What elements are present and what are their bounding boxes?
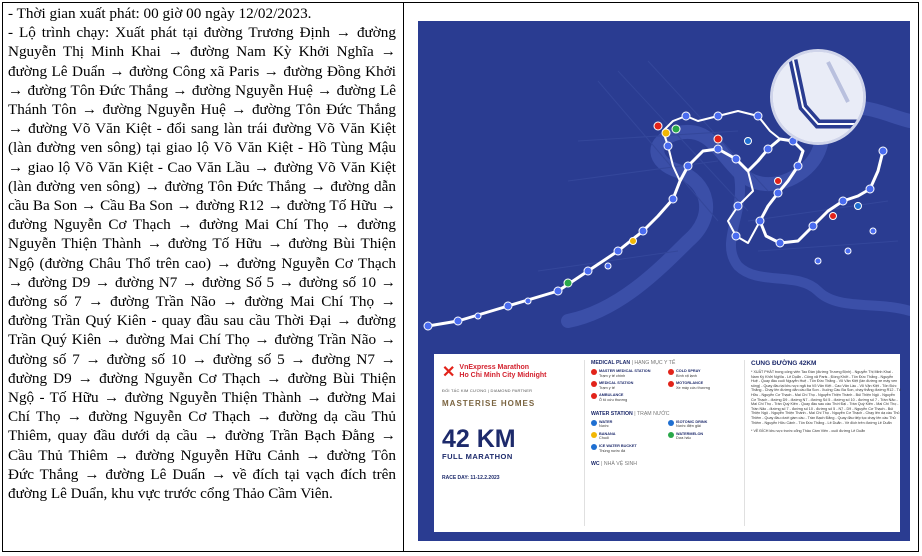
legend-sub: Thùng nước đá [599, 448, 626, 453]
legend-sub: Nước [599, 424, 609, 429]
medical-station-icon [591, 381, 597, 387]
legend-name: ISOTONIC DRINK [676, 419, 708, 424]
medical-icon [591, 369, 597, 375]
column-divider [403, 2, 404, 552]
water-title-text: WATER STATION [591, 410, 633, 417]
banana-icon [591, 432, 597, 438]
legend-item [591, 369, 664, 378]
legend-item [668, 420, 741, 429]
legend-sub: Chuối [599, 436, 609, 441]
legend-name: MOTORLANCE [676, 381, 704, 386]
legend-item [591, 393, 664, 402]
legend-name: BANANA [599, 431, 616, 436]
partner-label: ĐỐI TÁC KIM CƯƠNG | DIAMOND PARTNER [442, 388, 533, 393]
legend-sub: Trạm y tế [599, 385, 615, 390]
water-legend [591, 420, 741, 454]
brand-line [442, 362, 574, 382]
ambulance-icon [591, 393, 597, 399]
legend-item [591, 432, 664, 441]
legend-stations [584, 360, 741, 526]
route-legend-note: * VỀ ĐÍCH khu vực trước cổng Thảo Cầm Viên - cuối đường Lê Duẩn [751, 429, 866, 434]
legend-sub: Trạm y tế chính [599, 373, 626, 378]
start-time-text: - Thời gian xuất phát: 00 giờ 00 ngày 12/02/2023. [8, 5, 312, 22]
medical-sub-text: | HẠNG MỤC Y TẾ [631, 360, 676, 366]
sponsor-name: MASTERISE HOMES [442, 399, 536, 408]
water-station-title [591, 411, 741, 417]
route-text: - Lộ trình chạy: Xuất phát tại đường Trương Định → đường Nguyễn Thị Minh Khai → đường Nam Kỳ Khởi Nghĩa → đường Lê Duẩn → đường Công xã Paris → đường Đồng Khởi → đường Tôn Đức Thắng → đường Nguyễn Huệ → đường Lê Thánh Tôn → đường Nguyễn Huệ → đường Tôn Đức Thắng → đường Võ Văn Kiệt - đổi sang làn trái đường Võ Văn Kiệt (làn đường ven sông) tại giao lộ Võ Văn Kiệt - Hồ Tùng Mậu → giao lộ Võ Văn Kiệt - Cao Văn Lầu → đường Võ Văn Kiệt (làn đường ven sông) → đường Tôn Đức Thắng → đường dẫn cầu Ba Son → Cầu Ba Son → đường R12 → đường Tố Hữu → đường Nguyễn Cơ Thạch → đường Mai Chí Thọ → đường Nguyễn Thiện Thành → đường Tố Hữu → đường Bùi Thiện Ngộ (đường Châu Thổ trên cao) → đường Nguyễn Cơ Thạch → đường D9 → đường N7 → đường Số 5 → đường số 10 → đường số 7 → đường Trần Não → đường Mai Chí Thọ → đường Trần Quý Kiên - quay đầu sau cầu Thời Đại → đường Trần Quý Kiên → đường Mai Chí Thọ → đường Trần Não → đường số 7 → đường số 10 → đường số 5 → đường N7 → đường D9 → đường Nguyễn Cơ Thạch → đường Bùi Thiện Ngộ - Tố Hữu → đường Nguyễn Thiện Thành → đường Mai Chí Thọ → đường Nguyễn Cơ Thạch → đường dạ cầu Thủ Thiêm, quay đầu dưới dạ cầu → đường Trần Bạch Đằng → Cầu Thủ Thiêm → đường Nguyễn Hữu Cảnh → đường Tôn Đức Thắng → đường Lê Duẩn → về đích tại vạch đích trên đường Lê Duẩn, khu vực trước cổng Thảo Cầm Viên. [8, 24, 396, 503]
legend-name: WATER [599, 419, 613, 424]
event-branding [442, 362, 574, 524]
route-legend-text: * XUẤT PHÁT trong công viên Tao Đàn (đường Trương Định) - Nguyễn Thị Minh Khai - Nam Kỳ Khởi Nghĩa - Lê Duẩn - Công xã Paris - Đồng Khởi - Tôn Đức Thắng - Nguyễn Huệ - Quay đầu cuối Nguyễn Huệ - Tôn Đức Thắng - Võ Văn Kiệt (làn đường xe máy ven sông) - Quay đầu tại khu vực ngã ba Võ Văn Kiệt - Cao Văn Lầu - Võ Văn Kiệt - Tôn Đức Thắng - Chạy lên đường dẫn cầu Ba Son - Xuống Cầu Ba Son, chạy thẳng đường R12 - Tố Hữu - Nguyễn Cơ Thạch - Mai Chí Thọ - Nguyễn Thiện Thành - Bùi Thiện Ngộ - Nguyễn Cơ Thạch - đường D9 - đường N7 - đường Số 5 - đường số 10 - đường số 7 - Trần Não - Mai Chí Thọ - Trần Quý Kiên - Quay đầu sau cầu Thời Đại - Trần Quý Kiên - Mai Chí Thọ - Trần Não - đường số 7 - đường số 10 - đường số 5 - N7 - D9 - Nguyễn Cơ Thạch - Bùi Thiện Ngộ - Nguyễn Thiện Thành - Mai Chí Thọ - Nguyễn Cơ Thạch - Chạy lên dạ cầu Thủ Thiêm - Quay đầu dưới gầm cầu - Trần Bạch Đằng - Quay đầu tiếp tục chạy lên cầu Thủ Thiêm - Nguyễn Hữu Cảnh - Tôn Đức Thắng - Lê Duẩn - Về đích trên đường Lê Duẩn [751, 370, 901, 425]
legend-item [591, 420, 664, 429]
ice-bucket-icon [591, 444, 597, 450]
legend-sub: Bình xịt lạnh [676, 373, 697, 378]
river-branch [731, 171, 910, 311]
route-description [8, 4, 396, 503]
brand-line1: VnExpress Marathon [459, 364, 530, 371]
marathon-route-map [418, 21, 910, 541]
brand-text [459, 364, 546, 380]
water-icon [591, 420, 597, 426]
legend-name: WATERMELON [676, 431, 704, 436]
route-legend-title: CUNG ĐƯỜNG 42KM [751, 360, 817, 367]
medical-plan-title [591, 360, 741, 366]
u-turn-inset [770, 49, 866, 145]
legend-name: MEDICAL STATION [599, 381, 634, 386]
legend-name: MASTER MEDICAL STATION [599, 369, 651, 373]
legend-item [668, 432, 741, 441]
event-type: FULL MARATHON [442, 452, 513, 461]
vnexpress-logo-icon: ✕ [442, 364, 456, 381]
medical-legend [591, 369, 741, 403]
isotonic-icon [668, 420, 674, 426]
wc-sub-text: | NHÀ VỆ SINH [601, 461, 638, 468]
water-sub-text: | TRẠM NƯỚC [634, 410, 670, 417]
legend-sub: Ô tô cứu thương [599, 397, 628, 402]
wc-title-text: WC [591, 461, 600, 468]
legend-sub: Xe máy cứu thương [676, 385, 710, 390]
wc-title [591, 461, 741, 467]
medical-title-text: MEDICAL PLAN [591, 360, 631, 366]
legend-item [668, 381, 741, 390]
brand-line2: Ho Chi Minh City Midnight [459, 372, 547, 379]
legend-sub: Dưa hấu [676, 436, 691, 441]
route-legend [744, 360, 901, 526]
motorlance-icon [668, 381, 674, 387]
distance-title: 42 KM [442, 425, 516, 453]
legend-item [591, 381, 664, 390]
inset-graphic [773, 52, 863, 142]
watermelon-icon [668, 432, 674, 438]
legend-sub: Nước điện giải [676, 424, 701, 429]
legend-panel [434, 354, 900, 532]
legend-name: COLD SPRAY [676, 369, 701, 373]
cold-spray-icon [668, 369, 674, 375]
legend-name: AMBULANCE [599, 393, 624, 398]
race-day: RACE DAY: 11-12.2.2023 [442, 475, 500, 481]
legend-item [591, 444, 664, 453]
legend-item [668, 369, 741, 378]
legend-name: ICE WATER BUCKET [599, 443, 637, 448]
